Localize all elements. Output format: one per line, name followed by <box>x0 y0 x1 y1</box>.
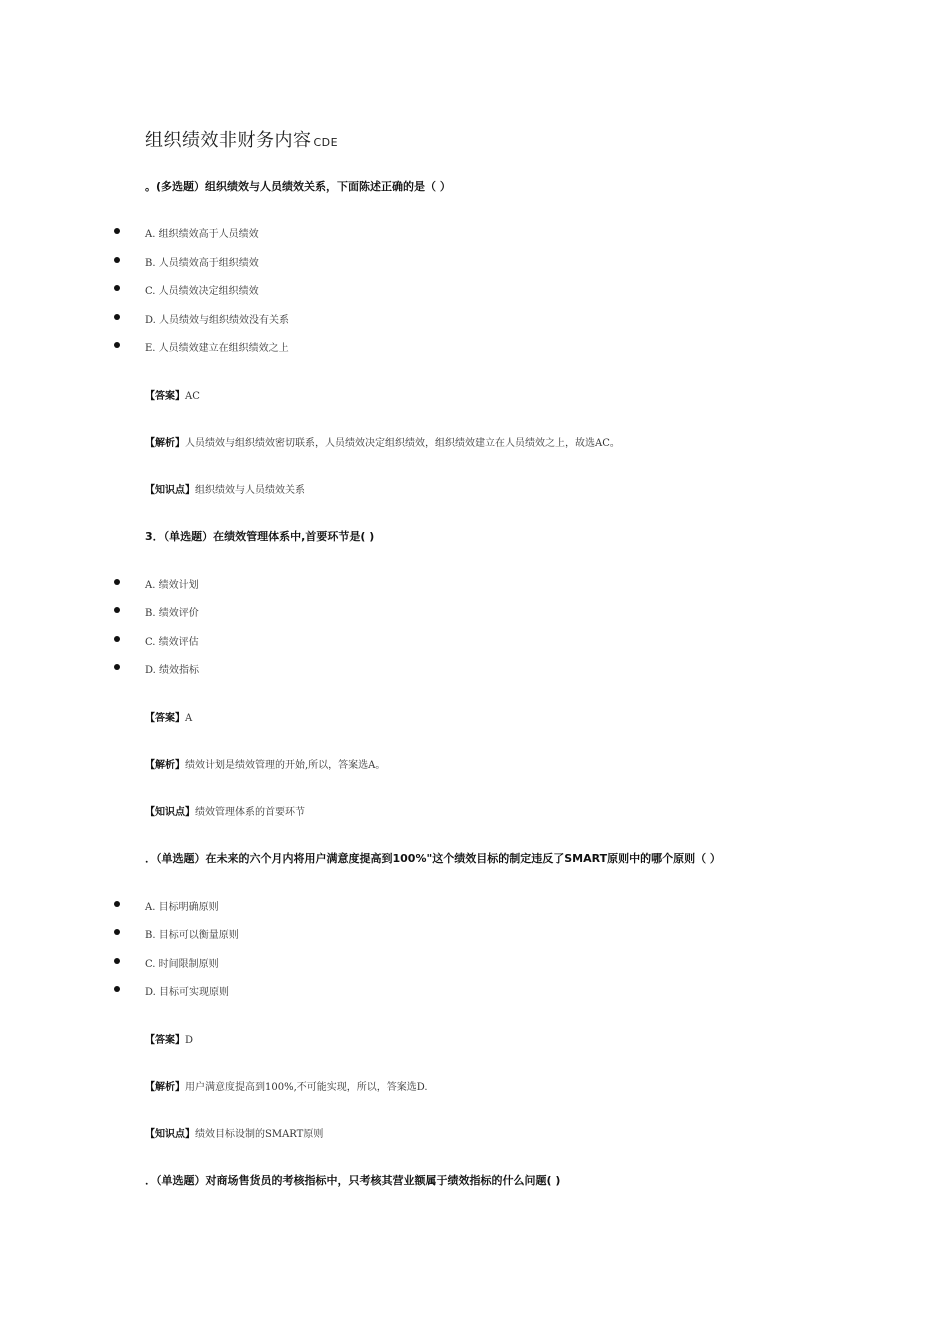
bullet-icon <box>114 257 120 263</box>
question-3-analysis: 【解析】用户满意度提高到100%,不可能实现，所以，答案选D. <box>145 1082 428 1093</box>
question-2-option-b: B. 绩效评价 <box>0 604 950 620</box>
title-main: 组织绩效非财务内容 <box>145 130 312 151</box>
question-3-answer: 【答案】D <box>145 1035 194 1046</box>
question-3-option-d: D. 目标可实现原则 <box>0 983 950 999</box>
bullet-icon <box>114 929 120 935</box>
question-1-knowledge: 【知识点】组织绩效与人员绩效关系 <box>145 485 305 496</box>
bullet-icon <box>114 986 120 992</box>
bullet-icon <box>114 314 120 320</box>
question-2-knowledge: 【知识点】绩效管理体系的首要环节 <box>145 807 305 818</box>
question-2-stem: 3．（单选题）在绩效管理体系中,首要环节是( ) <box>145 530 375 543</box>
question-2-option-c: C. 绩效评估 <box>0 633 950 649</box>
question-2-option-d: D. 绩效指标 <box>0 661 950 677</box>
bullet-icon <box>114 958 120 964</box>
bullet-icon <box>114 285 120 291</box>
question-1-answer: 【答案】AC <box>145 391 200 402</box>
question-2-answer: 【答案】A <box>145 713 193 724</box>
question-3-stem: ．（单选题）在未来的六个月内将用户满意度提高到100%"这个绩效目标的制定违反了SMART原则中的哪个原则（ ） <box>145 852 721 865</box>
bullet-icon <box>114 228 120 234</box>
question-2-option-a: A. 绩效计划 <box>0 576 950 592</box>
question-3-option-c: C. 时间限制原则 <box>0 955 950 971</box>
bullet-icon <box>114 636 120 642</box>
question-1-option-d: D. 人员绩效与组织绩效没有关系 <box>0 311 950 327</box>
bullet-icon <box>114 342 120 348</box>
question-2-analysis: 【解析】绩效计划是绩效管理的开始,所以，答案选A。 <box>145 760 386 771</box>
title-suffix: CDE <box>313 136 339 149</box>
document-title <box>145 126 338 152</box>
bullet-icon <box>114 579 120 585</box>
question-4-stem: ．（单选题）对商场售货员的考核指标中，只考核其营业额属于绩效指标的什么问题( ) <box>145 1174 561 1187</box>
question-1-option-e: E. 人员绩效建立在组织绩效之上 <box>0 339 950 355</box>
question-3-option-b: B. 目标可以衡量原则 <box>0 926 950 942</box>
question-1-analysis: 【解析】人员绩效与组织绩效密切联系，人员绩效决定组织绩效，组织绩效建立在人员绩效之上，故选AC。 <box>145 438 620 449</box>
question-1-option-c: C. 人员绩效决定组织绩效 <box>0 282 950 298</box>
question-1-option-a: A. 组织绩效高于人员绩效 <box>0 225 950 241</box>
bullet-icon <box>114 664 120 670</box>
question-3-knowledge: 【知识点】绩效目标设制的SMART原则 <box>145 1129 324 1140</box>
question-1-stem: 。(多选题）组织绩效与人员绩效关系，下面陈述正确的是（ ） <box>145 180 451 193</box>
bullet-icon <box>114 607 120 613</box>
bullet-icon <box>114 901 120 907</box>
question-3-option-a: A. 目标明确原则 <box>0 898 950 914</box>
question-1-option-b: B. 人员绩效高于组织绩效 <box>0 254 950 270</box>
